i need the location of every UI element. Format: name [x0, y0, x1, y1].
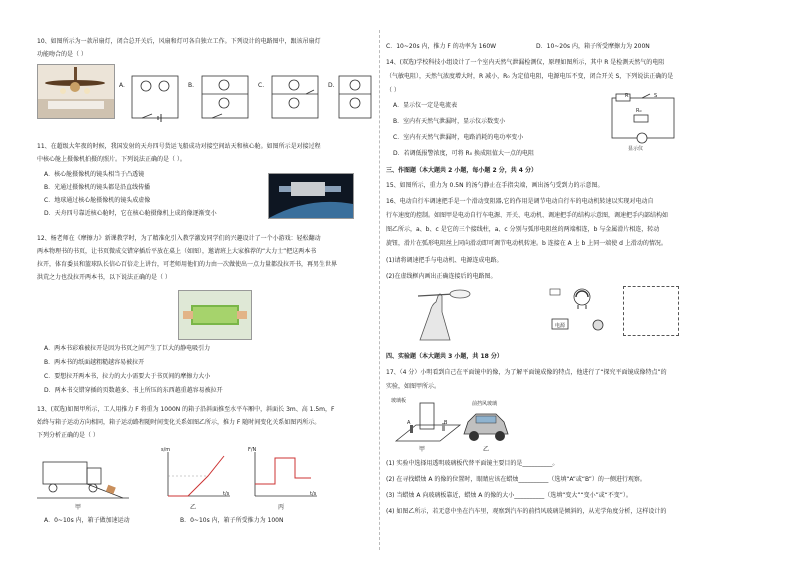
fig-label-jia-2: 甲: [419, 446, 426, 453]
power-source-label: 电源: [555, 323, 566, 329]
q12-opt-d: D．两本书交错穿插的页数越多、书上所压的东西越重越容易被拉开: [44, 387, 223, 394]
q17-sub1: (1) 实验中选择用透明玻璃板代替平面镜主要目的是__________。: [386, 460, 559, 467]
circuit-d-icon: [336, 72, 374, 124]
q10-line1: 10、如图所示为一款吊扇灯，闭合总开关后，风扇和灯可各自独立工作。下列设计的电路图中，跟该吊扇灯: [37, 38, 321, 45]
glass-plate-label: 玻璃板: [391, 398, 407, 404]
q13-opt-c: C．10~20s 内，推力 F 的功率为 160W: [386, 43, 497, 50]
q11-opt-c: C．地球通过核心舱摄像机的镜头成虚像: [44, 197, 151, 204]
q16-sub2: (2)在虚线框内画出正确连接后的电路图。: [386, 273, 497, 280]
q11-line1: 11、在超级大年夜的时候，我国发射的天舟四号货运飞船成功对接空间站天和核心舱。如图所示是对接过程: [37, 143, 321, 150]
fig-label-jia: 甲: [75, 504, 82, 511]
q17-sub3: (3) 当蜡烛 A 向玻璃板靠近，蜡烛 A 的像的大小__________（选填“变大”“变小”或“不变”）。: [386, 492, 632, 499]
car-icon: [460, 406, 512, 446]
windshield-label: 前挡风玻璃: [472, 401, 498, 407]
column-divider: [379, 30, 380, 550]
chart2-xlabel: t/s: [223, 491, 230, 497]
q16-line4: 旋钮，滑片在弧形电阻丝上同向滑动即可调节电动机转速。b 连接在 A 上 b 上同一端使 d 上滑动的情况。: [386, 240, 667, 247]
q14-line3: （ ）: [386, 87, 400, 94]
right-column: [386, 0, 762, 562]
circuit-c-icon: [268, 72, 322, 124]
circuit-diagram-dashed-box: [623, 286, 679, 336]
books-icon: [179, 291, 251, 339]
q12-opt-c: C．要想拉开两本书，拉力的大小需要大于书页间的摩擦力大小: [44, 373, 211, 380]
q10-line2: 功能吻合的是（ ）: [37, 51, 87, 58]
hand-spoon-icon: [400, 282, 480, 342]
fig-r-label: R: [625, 93, 629, 99]
ceiling-fan-photo: [37, 64, 115, 119]
spacecraft-icon: [269, 174, 353, 218]
q17-sub4: (4) 如图乙所示，若无意中坐在汽车里，观察到汽车的前挡风玻璃是倾斜的，从光学角度分析，这样设计的: [386, 508, 667, 515]
fig-r0-label: R₀: [636, 108, 642, 114]
ceiling-fan-icon: [38, 65, 114, 118]
q17-line2: 实验，如图甲所示。: [386, 383, 441, 390]
left-column: [30, 0, 374, 562]
gas-detector-circuit: [606, 92, 682, 150]
interleaved-books-photo: [178, 290, 252, 340]
fig-label-yi: 乙: [190, 504, 197, 511]
q13-opt-d: D．10~20s 内，箱子所受摩擦力为 200N: [536, 43, 650, 50]
q14-opt-d: D．若调低报警浓度，可将 R₀ 换成阻值大一点的电阻: [393, 150, 535, 157]
q12-line2: 两本物理书的书页，让书页微成交错穿插后平放在桌上（如图），邀请班上大家推荐的“大力士”把这两本书: [37, 248, 317, 255]
q12-line1: 12、杨老师在《摩擦力》新课教学时，为了精准化引入教学激发同学们的兴趣设计了一个小游戏：轻松翻动: [37, 235, 321, 242]
q11-opt-d: D．天舟四号靠近核心舱时，它在核心舱摄像机上成的像逐渐变小: [44, 210, 217, 217]
q16-line1: 16、电动自行车调速把手是一个滑动变阻器,它的作用是调节电动自行车的电动机转速以实现对电动自: [386, 198, 654, 205]
q12-line4: 洪荒之力也没拉开两本书，以下说法正确的是（ ）: [37, 274, 171, 281]
q13-line1: 13、(双选)如图甲所示，工人用推力 F 将重为 1000N 的箱子沿斜面推至水平车厢中，斜面长 3m、高 1.5m，F: [37, 406, 335, 413]
fig-label-bing: 丙: [278, 504, 285, 511]
q10-opt-c: C.: [258, 82, 265, 89]
fig-s-label: S: [654, 93, 658, 99]
q16-sub1: (1)请将调速把手与电动机、电源连成电路。: [386, 257, 503, 264]
section-3-heading: 三、作图题（本大题共 2 小题，每小题 2 分，共 4 分）: [386, 167, 538, 174]
q13-line3: 下列分析正确的是（ ）: [37, 432, 99, 439]
q11-opt-a: A．核心舱摄像机的镜头相当于凸透镜: [44, 171, 145, 178]
q16-line3: 图乙所示，a、b、c 是它的三个接线柱，a、c 分别与弧形电阻丝的两端相连，b 与金属滑片相连，转动: [386, 226, 660, 233]
truck-ramp-diagram: [37, 452, 129, 504]
q12-opt-b: B．两本书的纸面越粗糙越容易被拉开: [44, 359, 145, 366]
chart3-xlabel: t/s: [310, 491, 317, 497]
fig-label-yi-2: 乙: [483, 446, 490, 453]
chart3-ylabel: F/N: [248, 447, 257, 453]
q17-sub2: (2) 在寻找蜡烛 A 的像的位置时，眼睛应该在蜡烛__________（选填“A”或“B”）的一侧进行观察。: [386, 476, 646, 483]
q13-opt-b: B．0~10s 内，箱子所受推力为 100N: [180, 517, 284, 524]
spacecraft-docking-photo: [268, 173, 354, 219]
q14-opt-c: C．室内有天然气泄漏时，电路消耗的电功率变小: [393, 134, 524, 141]
q11-line2: 中核心舱上摄像机拍摄的照片。下列说法正确的是（ ）。: [37, 156, 186, 163]
candle-a-label: A: [407, 420, 411, 426]
q11-opt-b: B．光通过摄像机的镜头都是沿直线传播: [44, 184, 151, 191]
q12-opt-a: A．两本书彩难被拉开是因为书页之间产生了巨大的静电吸引力: [44, 345, 211, 352]
q12-line3: 拉开，体育委员和篮球队长信心百倍走上讲台，可老师用他们的力由一次做使出一点力量都没拉开书，再男生世界: [37, 261, 338, 268]
q14-opt-a: A．显示仪一定是电流表: [393, 102, 458, 109]
chart2-ylabel: s/m: [161, 447, 171, 453]
q17-line1: 17、（4 分）小明看到自己在平面镜中的像，为了解平面镜成像的特点，他进行了“探究平面镜成像特点”的: [386, 369, 667, 376]
candle-b-label: B: [444, 420, 448, 426]
circuit-a-icon: [128, 72, 182, 124]
q14-opt-b: B．室内有天然气泄漏时，显示仪示数变小: [393, 118, 506, 125]
q13-opt-a: A．0~10s 内，箱子做加速运动: [44, 517, 130, 524]
fig-caption-display: 显示仪: [628, 146, 644, 152]
section-4-heading: 四、实验题（本大题共 3 小题，共 18 分）: [386, 353, 503, 360]
q10-opt-d: D.: [328, 82, 335, 89]
q15-text: 15、如图所示，重力为 0.5N 的汤勺静止在手指尖端，画出汤勺受到力的示意图。: [386, 182, 604, 189]
q13-line2: 始终与箱子运动方向相同，箱子运动路程随时间变化关系如图乙所示，推力 F 随时间变化关系如图丙所示。: [37, 419, 321, 426]
q16-line2: 行车速度的控制。如图甲是电动自行车电源、开关、电动机、调速把手的结构示意图，调速把手内部结构如: [386, 212, 669, 219]
circuit-b-icon: [198, 72, 252, 124]
q14-line2: （气敏电阻），天然气浓度增大时，R 减小，R₀ 为定值电阻，电源电压不变，闭合开关 S，下列说法正确的是: [386, 73, 674, 80]
q10-opt-a: A.: [119, 82, 125, 89]
q10-opt-b: B.: [188, 82, 195, 89]
q14-line1: 14、(双选)学校科技小组设计了一个室内天然气泄漏检测仪，原理如图所示，其中 R 是检测天然气的电阻: [386, 59, 665, 66]
